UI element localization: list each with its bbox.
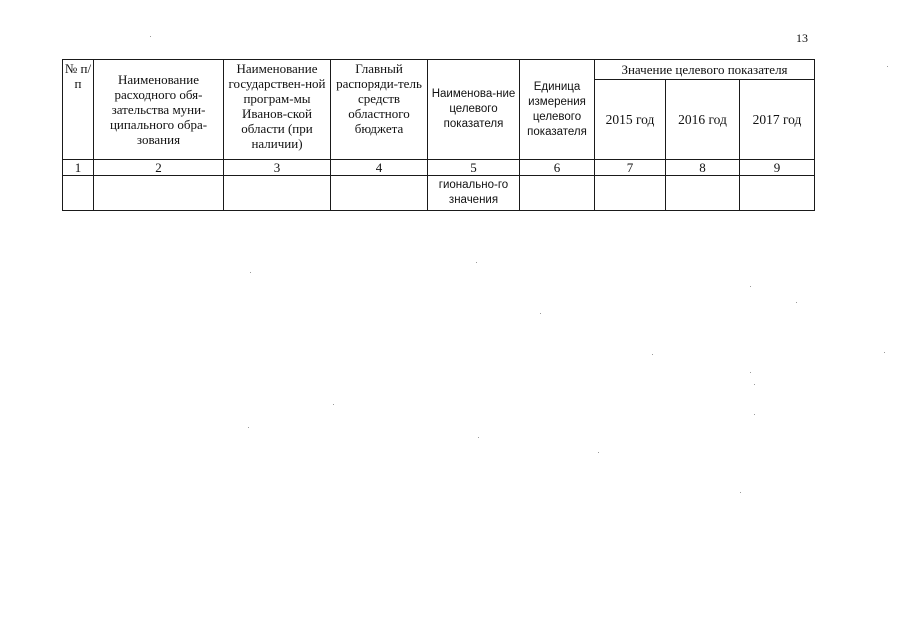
scan-speck [750,286,751,287]
table-cell-indicator: гионально-го значения [428,176,520,211]
scan-speck [887,66,888,67]
header-indicator-name: Наименова-ние целевого показателя [428,60,520,160]
target-indicators-table [62,59,815,211]
header-indicator-value: Значение целевого показателя [595,60,815,80]
header-state-program: Наименование государствен-ной програм-мы Иванов-ской области (при наличии) [224,60,331,160]
table-row [63,176,815,211]
scan-speck [476,262,477,263]
scan-speck [750,372,751,373]
scan-speck [333,404,334,405]
table-cell [595,176,666,211]
scan-speck [540,313,541,314]
header-expense-obligation: Наименование расходного обя-зательства муни-ципального обра-зования [94,60,224,160]
table-cell [740,176,815,211]
table-cell [331,176,428,211]
table-cell [224,176,331,211]
column-number: 4 [331,160,428,176]
header-year-2015: 2015 год [595,80,666,160]
column-number: 1 [63,160,94,176]
scan-speck [740,492,741,493]
header-number: № п/п [63,60,94,160]
column-number: 2 [94,160,224,176]
scan-speck [754,384,755,385]
column-number: 6 [520,160,595,176]
header-year-2017: 2017 год [740,80,815,160]
column-number: 9 [740,160,815,176]
page-number: 13 [796,31,808,45]
scan-speck [248,427,249,428]
scan-speck [250,272,251,273]
scan-speck [478,437,479,438]
header-year-2016: 2016 год [666,80,740,160]
scan-speck [796,302,797,303]
column-number: 3 [224,160,331,176]
table-cell [94,176,224,211]
scan-speck [884,352,885,353]
header-budget-administrator: Главный распоряди-тель средств областного бюджета [331,60,428,160]
column-number: 7 [595,160,666,176]
scan-speck [598,452,599,453]
table-cell [666,176,740,211]
column-number: 5 [428,160,520,176]
scan-speck [652,354,653,355]
scan-speck [150,36,151,37]
table-cell [63,176,94,211]
column-number: 8 [666,160,740,176]
header-unit: Единица измерения целевого показателя [520,60,595,160]
scan-speck [754,414,755,415]
table-cell [520,176,595,211]
